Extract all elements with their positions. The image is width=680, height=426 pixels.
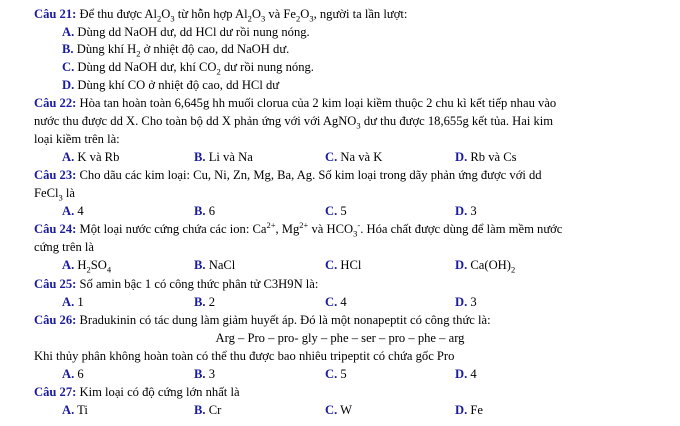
option-c: C. Na và K bbox=[325, 150, 383, 164]
option-b: B. 6 bbox=[194, 204, 216, 218]
options-row-25 bbox=[0, 294, 680, 310]
question-22 bbox=[34, 95, 556, 111]
question-text: Một loại nước cứng chứa các ion: $Ca^{2+}$, $Mg^{2+}$ và $HCO_3^-$. Hóa chất được dùng để làm mềm nước bbox=[79, 219, 563, 239]
option-a: A. Ti bbox=[62, 403, 88, 417]
option-a: A. 6 bbox=[62, 367, 84, 381]
option-a: A. K và Rb bbox=[62, 150, 120, 164]
option-b: B. NaCl bbox=[194, 258, 236, 272]
question-text: Số amin bậc 1 có công thức phân tử C3H9N là: bbox=[79, 277, 319, 291]
option-d: D. Fe bbox=[455, 403, 483, 417]
question-22-line-2: nước thu được dd X. Cho toàn bộ dd X phản ứng với với AgNO$_3$ dư thu được 18,655g kết tủa. Hai kim bbox=[34, 114, 554, 131]
option-b bbox=[62, 41, 289, 57]
option-b: B. 2 bbox=[194, 295, 216, 309]
question-label: Câu 26: bbox=[34, 313, 77, 327]
option-d bbox=[62, 77, 279, 93]
option-c: C. 4 bbox=[325, 295, 347, 309]
option-c: C. 5 bbox=[325, 204, 347, 218]
question-26 bbox=[34, 312, 491, 328]
option-c: C. 5 bbox=[325, 367, 347, 381]
question-label: Câu 21: bbox=[34, 7, 77, 21]
question-text: Cho dãu các kim loại: Cu, Ni, Zn, Mg, Ba, Ag. Số kim loại trong dãy phản ứng được với dd bbox=[79, 168, 542, 182]
question-text: Bradukinin có tác dung làm giảm huyết áp. Đó là một nonapeptit có công thức là: bbox=[79, 313, 491, 327]
option-text: Dùng dd NaOH dư, khí $CO_2$ dư rồi nung nóng. bbox=[77, 60, 314, 77]
option-a: A. $H_2SO_4$ bbox=[62, 258, 112, 275]
question-label: Câu 23: bbox=[34, 168, 77, 182]
option-d: D. Rb và Cs bbox=[455, 150, 517, 164]
question-label: Câu 25: bbox=[34, 277, 77, 291]
question-25 bbox=[34, 276, 318, 292]
option-letter: D. bbox=[62, 78, 75, 92]
question-24-line-2: cứng trên là bbox=[34, 240, 94, 254]
question-text: Hòa tan hoàn toàn 6,645g hh muối clorua của 2 kim loại kiềm thuộc 2 chu kì kết tiếp nhau vào bbox=[79, 96, 557, 110]
question-label: Câu 22: bbox=[34, 96, 77, 110]
option-d: D. 4 bbox=[455, 367, 477, 381]
question-22-line-3: loại kiềm trên là: bbox=[34, 132, 120, 146]
question-23-line-2: FeCl$_3$ là bbox=[34, 186, 75, 203]
option-c: C. HCl bbox=[325, 258, 362, 272]
options-row-27 bbox=[0, 402, 680, 418]
option-b: B. Cr bbox=[194, 403, 222, 417]
option-d: D. $Ca(OH)_2$ bbox=[455, 258, 516, 275]
question-24 bbox=[34, 221, 562, 237]
question-text: Để thu được $Al_2O_3$ từ hỗn hợp $Al_2O_3$ và $Fe_2O_3$, người ta lần lượt: bbox=[79, 7, 408, 24]
option-b: B. Li và Na bbox=[194, 150, 253, 164]
option-text: Dùng khí $H_2$ ở nhiệt độ cao, dd NaOH dư. bbox=[76, 42, 290, 59]
option-c bbox=[62, 59, 314, 75]
peptide-formula: Arg – Pro – pro- gly – phe – ser – pro – phe – arg bbox=[215, 331, 465, 345]
option-letter: C. bbox=[62, 60, 75, 74]
option-text: Dùng dd NaOH dư, dd HCl dư rồi nung nóng. bbox=[77, 25, 310, 39]
question-23 bbox=[34, 167, 542, 183]
options-row-22 bbox=[0, 149, 680, 165]
question-label: Câu 27: bbox=[34, 385, 77, 399]
option-d: D. 3 bbox=[455, 204, 477, 218]
option-text: Dùng khí CO ở nhiệt độ cao, dd HCl dư bbox=[77, 78, 280, 92]
question-27 bbox=[34, 384, 240, 400]
options-row-23 bbox=[0, 203, 680, 219]
question-21 bbox=[34, 6, 407, 22]
option-a bbox=[62, 24, 310, 40]
option-letter: B. bbox=[62, 42, 74, 56]
question-label: Câu 24: bbox=[34, 222, 77, 236]
question-26-line-3: Khi thủy phân không hoàn toàn có thể thu được bao nhiêu tripeptit có chứa gốc Pro bbox=[34, 349, 455, 363]
option-letter: A. bbox=[62, 25, 75, 39]
option-b: B. 3 bbox=[194, 367, 216, 381]
options-row-24 bbox=[0, 257, 680, 273]
options-row-26 bbox=[0, 366, 680, 382]
option-d: D. 3 bbox=[455, 295, 477, 309]
option-a: A. 1 bbox=[62, 295, 84, 309]
option-a: A. 4 bbox=[62, 204, 84, 218]
option-c: C. W bbox=[325, 403, 353, 417]
question-text: Kim loại có độ cứng lớn nhất là bbox=[79, 385, 240, 399]
